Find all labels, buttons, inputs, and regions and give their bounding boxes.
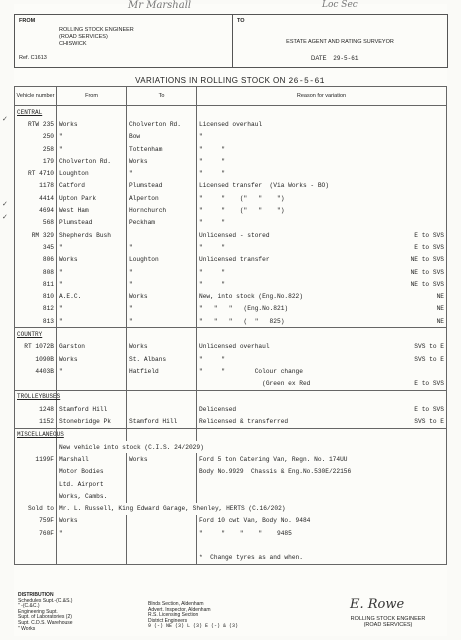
cell-reason [197,204,447,216]
cell-to: Tottenham [127,143,197,155]
cell-from: Garston [57,341,127,353]
reason-wrap [199,456,444,463]
change-code: NE [436,293,444,301]
reason-wrap [199,305,444,312]
reason-text: Licensed transfer (Via Works - BO) [199,182,329,190]
reason-wrap [199,418,444,425]
reason-text: " " " ( " 825) [199,317,285,325]
reason-text: " [199,133,203,141]
table-row [15,143,447,155]
table-row [15,478,447,490]
cell-vehicle-number: RT 4710 [15,167,57,179]
reason-text: " " Colour change [199,367,303,375]
cell-vehicle-number: 568 [15,217,57,229]
reason-text: " " " " 9485 [199,529,292,537]
cell-from [57,378,127,391]
cell-vehicle-number: 811 [15,278,57,290]
cell-vehicle-number: 250 [15,131,57,143]
reason-text: " " " (Eng.No.821) [199,305,289,313]
cell-vehicle-number: 1248 [15,403,57,415]
handwritten-corner-note: Loc Sec [322,0,358,10]
table-row [15,303,447,315]
reference: Ref. C1613 [19,55,47,61]
to-box [233,15,447,67]
cell-to [127,490,197,502]
reason-text: " " [199,157,225,165]
reason-wrap [199,517,444,524]
cell-reason [197,106,447,119]
cell-from: " [57,143,127,155]
title-date: 26-5-61 [288,77,325,86]
reason-wrap [199,281,444,288]
cell-vehicle-number: 345 [15,241,57,253]
cell-reason [197,192,447,204]
cell-from: " [57,241,127,253]
cell-to: Works [127,341,197,353]
cell-from: West Ham [57,204,127,216]
cell-vehicle-number [15,466,57,478]
cell-vehicle-number: 813 [15,315,57,328]
reason-text: " " (" " ") [199,194,285,202]
cell-vehicle-number [15,478,57,490]
change-code: NE [436,305,444,313]
cell-reason [197,403,447,415]
change-code: SVS to E [414,418,444,426]
cell-vehicle-number: 4403B [15,365,57,377]
cell-to [127,428,197,441]
cell-from: Marshall [57,453,127,465]
cell-reason [197,155,447,167]
cell-reason [197,229,447,241]
cell-reason [197,539,447,551]
table-row [15,539,447,551]
cell-reason [197,266,447,278]
from-line: (ROAD SERVICES) [59,34,108,40]
cell-reason [197,428,447,441]
section-label: CENTRAL [15,106,57,119]
section-row [15,428,447,441]
reason-wrap [199,133,444,140]
reason-wrap [199,530,444,537]
distribution-counts: 9 (-) NE (3) L (3) E (-) & (3) [148,623,239,630]
distribution-item: Schedules Supt.-(C.&S.) [18,597,73,604]
table-row [15,217,447,229]
change-code: NE [436,317,444,325]
margin-mark: ✓ [2,214,8,221]
cell-to: St. Albans [127,353,197,365]
table-row [15,131,447,143]
reason-text: Ford 5 ton Catering Van, Regn. No. 174UU [199,455,348,463]
distribution-item: Engineering Supt. [18,608,58,615]
cell-to [127,515,197,527]
cell-reason [197,241,447,253]
section-row [15,390,447,403]
cell-vehicle-number: 806 [15,254,57,266]
cell-reason [197,527,447,539]
cell-to: Hatfield [127,365,197,377]
table-row [15,241,447,253]
table-row [15,278,447,290]
cell-from [57,552,127,565]
reason-text: " " [199,268,225,276]
cell-to: Peckham [127,217,197,229]
from-line: ROLLING STOCK ENGINEER [59,27,134,33]
cell-to: Hornchurch [127,204,197,216]
cell-from: " [57,365,127,377]
title-text: VARIATIONS IN ROLLING STOCK ON [135,76,286,85]
cell-to [127,552,197,565]
table-row [15,466,447,478]
reason-wrap [199,318,444,325]
reason-text: Unlicensed transfer [199,256,270,264]
cell-vehicle-number: RM 329 [15,229,57,241]
signature: E. Rowe [350,597,405,612]
cell-to: " [127,167,197,179]
change-code: E to SVS [414,380,444,388]
date-label: DATE [311,56,327,62]
cell-vehicle-number: RTW 235 [15,118,57,130]
distribution-item: R.S. Licensing Section [148,612,199,619]
cell-to: Stamford Hill [127,415,197,428]
reason-text: Relicensed & transferred [199,418,289,426]
cell-to: " [127,278,197,290]
table-header [15,87,447,106]
cell-vehicle-number: 812 [15,303,57,315]
section-label: TROLLEYBUSES [15,390,57,403]
distribution-item: Supt. of Laboratories (2) [18,614,72,621]
cell-reason [197,552,447,565]
cell-from: Cholverton Rd. [57,155,127,167]
cell-from: Stonebridge Pk [57,415,127,428]
cell-from: " [57,131,127,143]
cell-vehicle-number: 759F [15,515,57,527]
cell-from: Works, Cambs. [57,490,127,502]
cell-to: Bow [127,131,197,143]
cell-reason [197,453,447,465]
reason-text: " " [199,145,225,153]
cell-to: Cholverton Rd. [127,118,197,130]
table-row [15,167,447,179]
reason-text: Ford 10 cwt Van, Body No. 9484 [199,517,311,525]
cell-from: " [57,278,127,290]
section-row [15,328,447,341]
table-row [15,515,447,527]
reason-wrap [199,269,444,276]
page-title [14,76,446,86]
cell-from: Loughton [57,167,127,179]
distribution-title: DISTRIBUTION [18,592,54,598]
cell-vehicle-number: 808 [15,266,57,278]
table-row [15,353,447,365]
reason-wrap [199,146,444,153]
memo-header [14,14,448,68]
change-code: NE to SVS [410,280,444,288]
cell-reason [197,131,447,143]
cell-reason [197,254,447,266]
cell-to: Works [127,155,197,167]
cell-vehicle-number: 1152 [15,415,57,428]
to-recipient: ESTATE AGENT AND RATING SURVEYOR [286,39,394,45]
cell-from [57,328,127,341]
table-row [15,415,447,428]
table-row [15,441,447,453]
cell-reason [197,415,447,428]
cell-reason [197,378,447,391]
cell-vehicle-number: 1199F [15,453,57,465]
cell-from: Stamford Hill [57,403,127,415]
distribution-item: " -(C.&C.) [18,603,40,610]
table-row [15,155,447,167]
table-row [15,315,447,328]
distribution-item: Blnds Section, Aldenham [148,601,204,607]
cell-to [127,539,197,551]
cell-reason [197,353,447,365]
reason-wrap [199,219,444,226]
cell-from: Upton Park [57,192,127,204]
distribution-item: District Engineers [148,617,188,624]
cell-reason [197,515,447,527]
reason-text: " " (" " ") [199,207,285,215]
table-row [15,180,447,192]
cell-from: Works [57,353,127,365]
cell-to: " [127,241,197,253]
from-box [15,15,233,67]
cell-from: A.E.C. [57,290,127,302]
cell-to [127,478,197,490]
table-row [15,403,447,415]
cell-to [127,378,197,391]
cell-vehicle-number [15,441,57,453]
reason-text: Body No.9929 Chassis & Eng.No.530E/22156 [199,468,352,476]
reason-wrap [199,170,444,177]
cell-reason [197,278,447,290]
reason-wrap [199,121,444,128]
cell-from: Plumstead [57,217,127,229]
cell-reason [197,290,447,302]
cell-from [57,428,127,441]
change-code: NE to SVS [410,256,444,264]
signature-title [336,616,440,628]
reason-text: Licensed overhaul [199,120,263,128]
cell-from: Shepherds Bush [57,229,127,241]
reason-text: " " [199,280,225,288]
reason-wrap [199,356,444,363]
cell-from: " [57,266,127,278]
section-label: COUNTRY [15,328,57,341]
distribution-list-2 [148,602,238,630]
cell-reason [197,118,447,130]
change-code: E to SVS [414,405,444,413]
from-label: FROM [19,18,36,24]
date-field [311,55,358,62]
reason-text: " " [199,219,225,227]
cell-from: Works [57,118,127,130]
reason-text: Unlicensed - stored [199,231,270,239]
cell-from: Works [57,515,127,527]
reason-wrap [199,158,444,165]
handwritten-note: Mr Marshall [128,0,192,11]
cell-vehicle-number: 4694 [15,204,57,216]
margin-mark: ✓ [2,201,8,208]
table-row [15,453,447,465]
change-code: E to SVS [414,231,444,239]
table-row [15,527,447,539]
cell-vehicle-number [15,490,57,502]
cell-vehicle-number: 258 [15,143,57,155]
reason-wrap [199,256,444,263]
cell-reason [197,390,447,403]
table-row [15,229,447,241]
cell-to [127,328,197,341]
cell-reason [197,466,447,478]
cell-vehicle-number [15,539,57,551]
cell-from: Catford [57,180,127,192]
cell-reason [197,143,447,155]
cell-from: " [57,315,127,328]
cell-reason [197,328,447,341]
section-row [15,106,447,119]
reason-wrap [199,468,444,475]
cell-vehicle-number: Sold to [15,503,57,515]
table-row [15,118,447,130]
cell-reason [197,180,447,192]
cell-to: Alperton [127,192,197,204]
from-address [59,27,134,48]
col-to: To [127,87,197,106]
cell-to: " [127,303,197,315]
reason-text: " " [199,355,225,363]
date-value: 29-5-61 [333,55,359,62]
cell-vehicle-number: 179 [15,155,57,167]
cell-to [127,466,197,478]
from-line: CHISWICK [59,41,87,47]
cell-reason [197,341,447,353]
cell-from: Ltd. Airport [57,478,127,490]
cell-to [127,403,197,415]
cell-to: Works [127,290,197,302]
reason-wrap [199,554,444,561]
cell-reason [197,217,447,229]
distribution-item: Supt. C.D.S. Warehouse [18,619,73,626]
cell-vehicle-number: 1090B [15,353,57,365]
cell-reason [197,315,447,328]
reason-text: * Change tyres as and when. [199,554,303,562]
table-row [15,490,447,502]
col-vehicle: Vehicle number [15,87,57,106]
change-code: SVS to E [414,343,444,351]
cell-to: " [127,315,197,328]
cell-reason [197,303,447,315]
margin-mark: ✓ [2,116,8,123]
cell-vehicle-number: RT 1072B [15,341,57,353]
to-label: TO [237,18,245,24]
cell-from: " [57,527,127,539]
cell-to [127,229,197,241]
cell-to: Works [127,453,197,465]
cell-vehicle-number [15,378,57,391]
cell-from: Works [57,254,127,266]
reason-wrap [199,182,444,189]
cell-reason [197,490,447,502]
cell-vehicle-number: 1178 [15,180,57,192]
table-row [15,341,447,353]
table-row [15,266,447,278]
cell-from [57,539,127,551]
sig-title-line: ROLLING STOCK ENGINEER [350,616,426,622]
cell-from [57,390,127,403]
cell-to: Loughton [127,254,197,266]
cell-from: New vehicle into stock (C.I.S. 24/2029) [57,441,447,453]
reason-wrap [199,380,444,387]
reason-text: New, into stock (Eng.No.822) [199,293,303,301]
cell-vehicle-number: 760F [15,527,57,539]
table-row [15,254,447,266]
change-code: E to SVS [414,243,444,251]
sig-title-line: (ROAD SERVICES) [363,622,413,628]
change-code: NE to SVS [410,268,444,276]
table-row [15,204,447,216]
reason-wrap [199,343,444,350]
reason-text: " " [199,170,225,178]
reason-wrap [199,293,444,300]
reason-text: (Green ex Red [199,380,311,388]
table-row [15,290,447,302]
cell-to [127,527,197,539]
cell-from: Mr. L. Russell, King Edward Garage, Shenley, HERTS (C.16/202) [57,503,447,515]
cell-vehicle-number: 4414 [15,192,57,204]
cell-vehicle-number [15,552,57,565]
col-reason: Reason for variation [197,87,447,106]
distribution-item: Advert. Inspector, Aldenham [148,606,211,613]
distribution-item: " Works [18,625,36,632]
reason-wrap [199,368,444,375]
reason-wrap [199,232,444,239]
cell-to [127,106,197,119]
cell-to: " [127,266,197,278]
cell-vehicle-number: 810 [15,290,57,302]
reason-wrap [199,195,444,202]
section-label: MISCELLANEOUS [15,428,57,441]
table-row [15,192,447,204]
cell-from: " [57,303,127,315]
table-row [15,378,447,391]
change-code: SVS to E [414,355,444,363]
reason-wrap [199,244,444,251]
table-row [15,365,447,377]
table-row [15,503,447,515]
reason-text: Unlicensed overhaul [199,343,270,351]
distribution-list [18,593,73,632]
cell-from [57,106,127,119]
reason-wrap [199,406,444,413]
reason-text: " " [199,243,225,251]
reason-text: Delicensed [199,405,237,413]
cell-to [127,390,197,403]
variations-table [14,86,447,565]
cell-from: Motor Bodies [57,466,127,478]
table-row [15,552,447,565]
cell-reason [197,478,447,490]
cell-reason [197,365,447,377]
table-body [15,106,447,565]
col-from: From [57,87,127,106]
cell-to: Plumstead [127,180,197,192]
cell-reason [197,167,447,179]
reason-wrap [199,207,444,214]
